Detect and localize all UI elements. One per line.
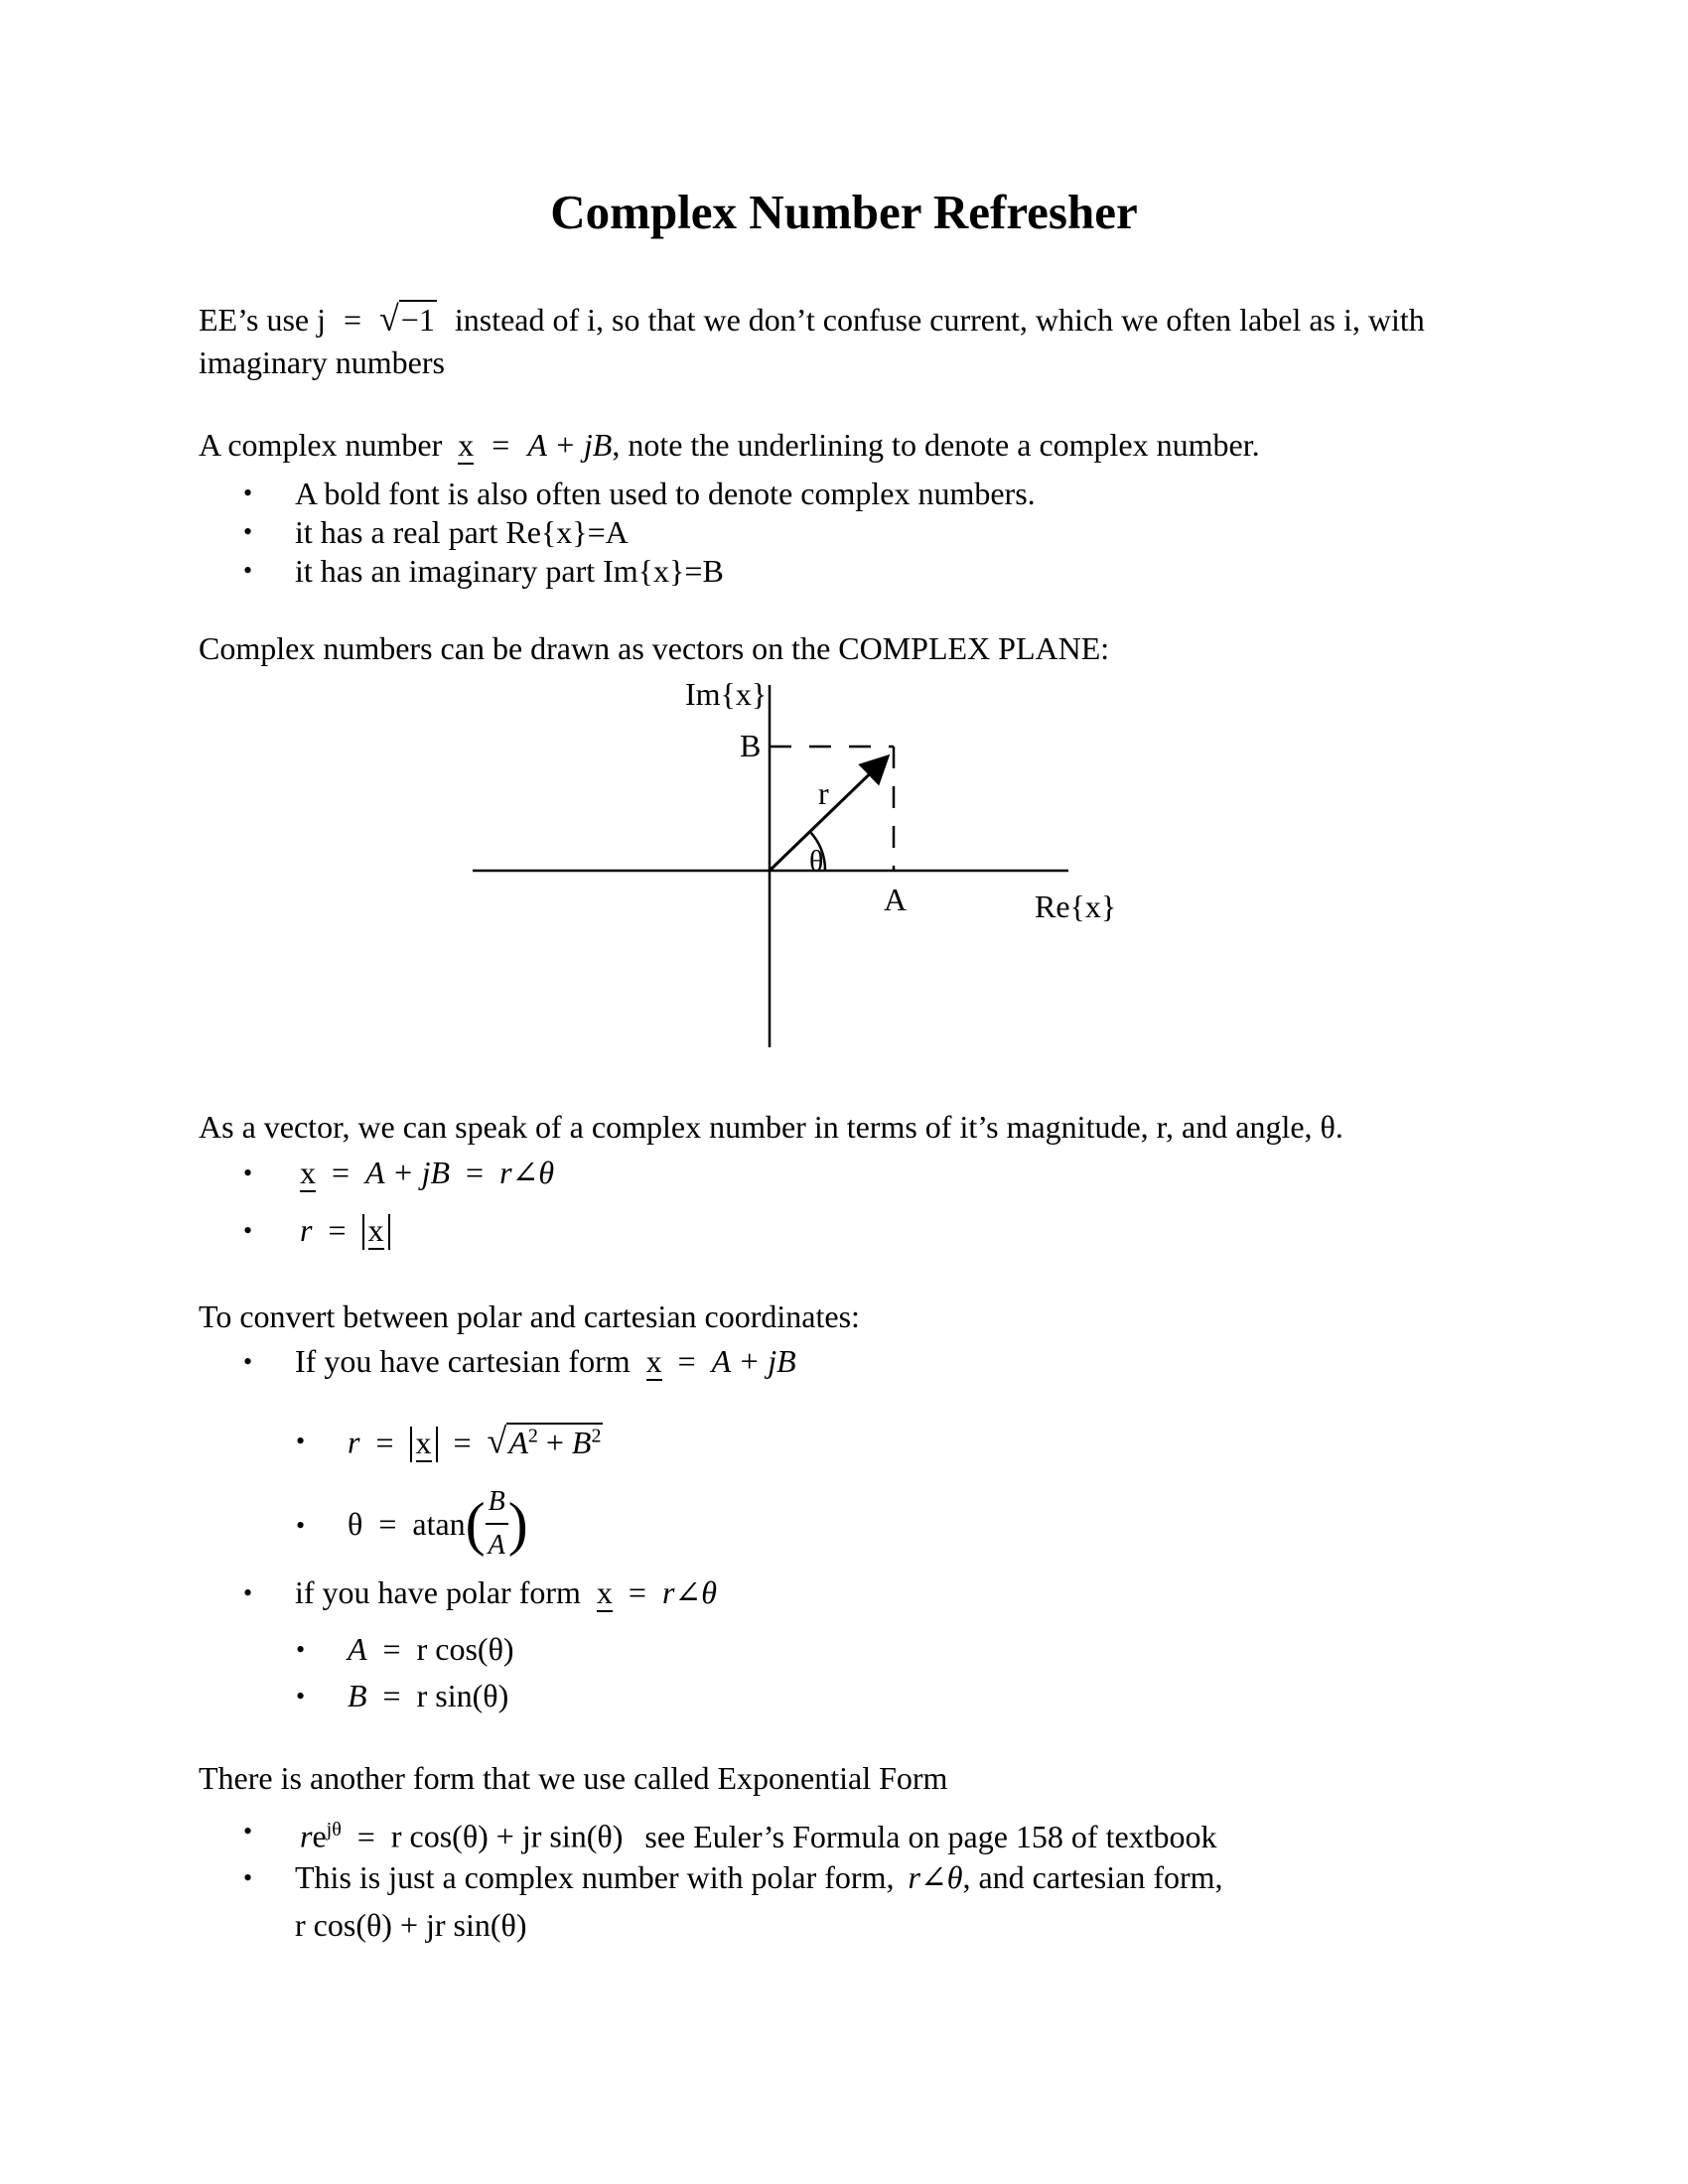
equals: = <box>356 1818 375 1854</box>
equals: = <box>677 1343 696 1379</box>
root-value: −1 <box>400 302 435 338</box>
equals: = <box>328 1212 347 1248</box>
bullet-icon: • <box>296 1682 306 1710</box>
a-rhs: r cos(θ) <box>416 1631 514 1667</box>
cartesian-expr: A + jB <box>365 1155 451 1190</box>
bullet-icon: • <box>296 1635 306 1664</box>
right-paren: ) <box>507 1491 528 1557</box>
intro-equals: = <box>343 302 362 338</box>
fraction <box>486 1481 508 1567</box>
euler-reference: see Euler’s Formula on page 158 of textbook <box>644 1818 1217 1854</box>
bullet-icon: • <box>243 1863 253 1892</box>
vector-bullet-2 <box>300 1209 390 1251</box>
equals: = <box>332 1155 351 1190</box>
definition-bullet-2: it has a real part Re{x}=A <box>295 514 629 550</box>
equals: = <box>382 1631 401 1667</box>
equals: = <box>628 1574 646 1610</box>
b-label: B <box>740 728 762 763</box>
exponent: 2 <box>591 1425 602 1446</box>
atan-function: atan <box>412 1506 466 1542</box>
exponent: 2 <box>527 1425 538 1446</box>
b-formula <box>348 1675 508 1716</box>
polar-prefix: if you have polar form <box>295 1574 581 1610</box>
plane-intro: Complex numbers can be drawn as vectors on the COMPLEX PLANE: <box>199 630 1110 666</box>
sqrt-minus-one: √−1 <box>379 299 435 339</box>
r-formula <box>348 1415 603 1463</box>
b-rhs: r sin(θ) <box>416 1678 509 1713</box>
bullet-icon: • <box>243 1347 253 1376</box>
bullet-icon: • <box>243 1817 253 1845</box>
r-label: r <box>818 775 829 811</box>
bullet-icon: • <box>243 1216 253 1245</box>
cartesian-form-line <box>295 1340 796 1382</box>
equals: = <box>375 1424 394 1460</box>
bullet-icon: • <box>243 1159 253 1187</box>
denominator: A <box>488 1530 505 1561</box>
complex-var: x <box>645 1343 662 1379</box>
b-var: B <box>571 1424 592 1460</box>
b-var: B <box>348 1678 367 1713</box>
polar-expr: r∠θ <box>499 1155 555 1190</box>
definition-equals: = <box>492 427 510 463</box>
r-var: r <box>348 1424 360 1460</box>
equals: = <box>466 1155 485 1190</box>
cartesian-prefix: If you have cartesian form <box>295 1343 631 1379</box>
polar-cartesian-prefix: This is just a complex number with polar form, <box>295 1859 895 1895</box>
a-label: A <box>884 882 908 917</box>
polar-form-line <box>295 1571 717 1613</box>
definition-bullet-1: A bold font is also often used to denote complex numbers. <box>295 476 1036 511</box>
re-axis-label: Re{x} <box>1035 888 1117 924</box>
left-paren: ( <box>465 1491 486 1557</box>
convert-text: To convert between polar and cartesian coordinates: <box>199 1298 860 1334</box>
magnitude-bars <box>410 1424 438 1462</box>
im-axis-label: Im{x} <box>685 676 768 712</box>
definition-bullet-3: it has an imaginary part Im{x}=B <box>295 553 724 589</box>
equals: = <box>382 1678 401 1713</box>
bullet-icon: • <box>243 478 253 507</box>
definition-suffix: , note the underlining to denote a complex number. <box>612 427 1260 463</box>
vector-text: As a vector, we can speak of a complex number in terms of it’s magnitude, r, and angle, θ. <box>199 1109 1343 1145</box>
a-var: A <box>508 1424 528 1460</box>
theta-label: θ <box>809 845 824 878</box>
exponential-text: There is another form that we use called Exponential Form <box>199 1760 948 1796</box>
bullet-icon: • <box>243 556 253 585</box>
equals: = <box>453 1424 472 1460</box>
polar-cartesian-suffix: , and cartesian form, <box>962 1859 1223 1895</box>
page-title: Complex Number Refresher <box>550 185 1138 239</box>
theta-formula <box>348 1481 528 1567</box>
theta-var: θ <box>348 1506 363 1542</box>
r-var: r <box>300 1818 313 1854</box>
definition-expr: A + jB <box>527 427 613 463</box>
sqrt-expression: $√A^2 + B^2$ <box>487 1421 602 1461</box>
bullet-icon: • <box>243 517 253 546</box>
plus: + <box>545 1424 564 1460</box>
definition-prefix: A complex number <box>199 427 443 463</box>
exponential-bullet-2 <box>295 1856 1223 1898</box>
complex-var: x <box>458 427 475 463</box>
numerator: B <box>486 1481 508 1525</box>
intro-prefix: EE’s use j <box>199 302 326 338</box>
complex-var: x <box>415 1424 432 1460</box>
a-var: A <box>348 1631 367 1667</box>
bullet-icon: • <box>296 1427 306 1455</box>
euler-rhs: r cos(θ) + jr sin(θ) <box>390 1818 624 1854</box>
complex-var: x <box>300 1155 316 1190</box>
bullet-icon: • <box>296 1511 306 1540</box>
vector-bullet-1 <box>300 1152 554 1193</box>
polar-expr: r∠θ <box>661 1574 717 1610</box>
complex-var: x <box>596 1574 613 1610</box>
equals: = <box>378 1506 397 1542</box>
complex-var: x <box>367 1212 384 1248</box>
intro-suffix: instead of i, so that we don’t confuse current, which we often label as i, with <box>454 302 1425 338</box>
r-var: r <box>300 1212 313 1248</box>
intro-line-2: imaginary numbers <box>199 344 445 380</box>
cartesian-expression: r cos(θ) + jr sin(θ) <box>295 1907 527 1943</box>
cartesian-expr: A + jB <box>711 1343 796 1379</box>
exponential-bullet-1 <box>300 1809 1217 1857</box>
a-formula <box>348 1628 514 1670</box>
exponent: jθ <box>326 1819 342 1841</box>
e-base: e <box>312 1818 327 1854</box>
magnitude-bars <box>362 1214 390 1250</box>
polar-expr: r∠θ <box>908 1859 963 1895</box>
bullet-icon: • <box>243 1578 253 1607</box>
